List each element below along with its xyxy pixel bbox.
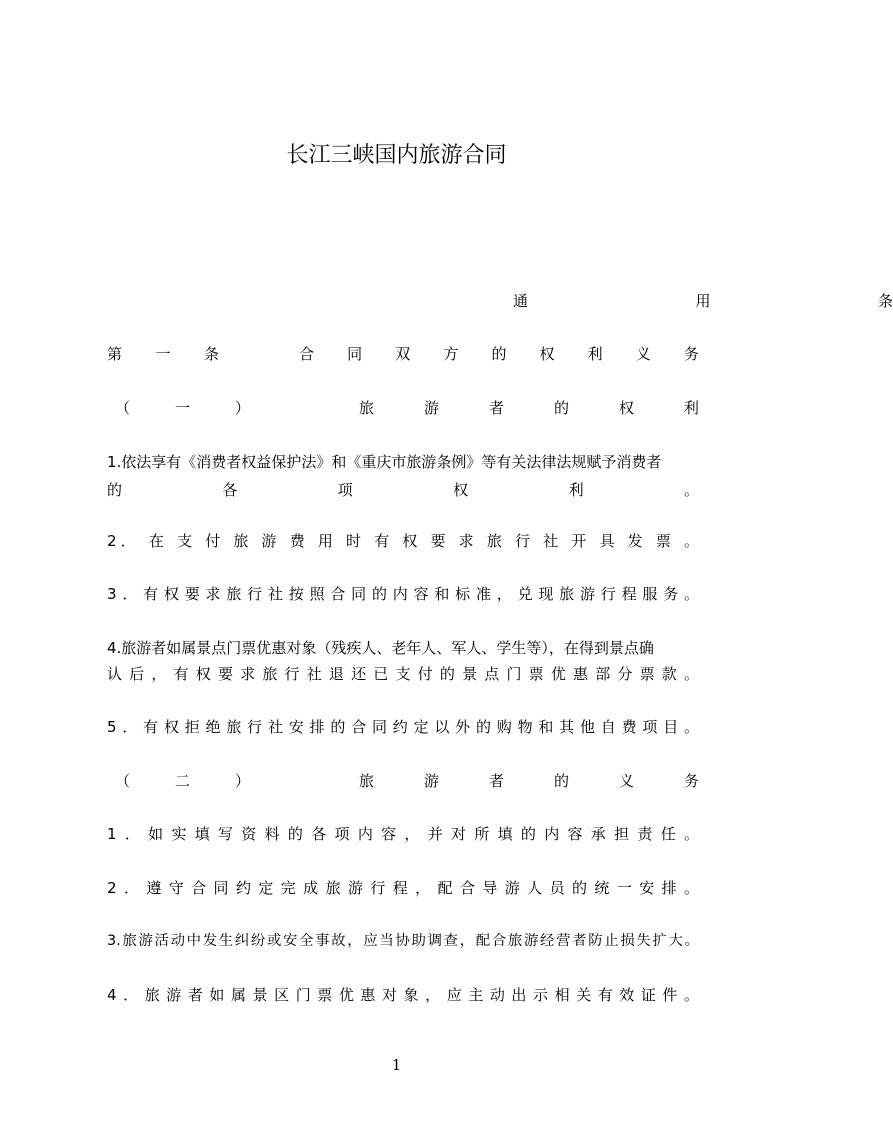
heading-char: 义 (618, 772, 634, 790)
section-heading-char: 条 (877, 292, 893, 310)
heading-char: 者 (488, 772, 504, 790)
heading-char: 第 (107, 345, 123, 363)
page-number: 1 (391, 1056, 402, 1074)
heading-char: 务 (683, 345, 699, 363)
heading-char: （ (115, 772, 131, 790)
duty-item-2: 2．遵守合同约定完成旅游行程，配合导游人员的统一安排。 (107, 879, 699, 897)
part2-heading (107, 769, 699, 793)
heading-char: 条 (203, 345, 219, 363)
heading-char: 旅 (359, 399, 375, 417)
right-item-1-line1: 1.依法享有《消费者权益保护法》和《重庆市旅游条例》等有关法律法规赋予消费者 (107, 453, 662, 471)
heading-char: 游 (423, 772, 439, 790)
heading-char: 游 (423, 399, 439, 417)
heading-char: 利 (587, 345, 603, 363)
text-char: 利 (568, 481, 584, 499)
heading-char: 一 (174, 399, 190, 417)
text-char: 各 (222, 481, 238, 499)
text-char: 。 (683, 481, 699, 499)
heading-char: 的 (553, 772, 569, 790)
heading-char: 者 (488, 399, 504, 417)
text-char: 项 (337, 481, 353, 499)
heading-char: 权 (618, 399, 634, 417)
right-item-4-line1: 4.旅游者如属景点门票优惠对象（残疾人、老年人、军人、学生等），在得到景点确 (107, 639, 654, 657)
heading-char: 的 (553, 399, 569, 417)
section-heading-char: 用 (695, 292, 711, 310)
heading-char: ） (234, 772, 250, 790)
heading-char: 合 (299, 345, 315, 363)
article1-heading (107, 342, 699, 366)
right-item-5: 5．有权拒绝旅行社安排的合同约定以外的购物和其他自费项目。 (107, 718, 699, 736)
duty-item-1: 1．如实填写资料的各项内容，并对所填的内容承担责任。 (107, 825, 699, 843)
heading-char: 务 (683, 772, 699, 790)
heading-char: 利 (683, 399, 699, 417)
heading-char: 方 (443, 345, 459, 363)
part1-heading (107, 396, 699, 420)
duty-item-4: 4．旅游者如属景区门票优惠对象，应主动出示相关有效证件。 (107, 986, 699, 1004)
heading-char: ） (234, 399, 250, 417)
heading-char: 双 (395, 345, 411, 363)
heading-char: 的 (491, 345, 507, 363)
heading-char: 一 (155, 345, 171, 363)
heading-char: 义 (635, 345, 651, 363)
heading-char: 二 (174, 772, 190, 790)
right-item-4-line2: 认后，有权要求旅行社退还已支付的景点门票优惠部分票款。 (107, 665, 699, 683)
heading-char: （ (115, 399, 131, 417)
right-item-1-line2 (107, 478, 699, 502)
right-item-2: 2． 在 支 付 旅 游 费 用 时 有 权 要 求 旅 行 社 开 具 发 票 。 (107, 532, 699, 550)
heading-char: 权 (539, 345, 555, 363)
heading-char: 旅 (359, 772, 375, 790)
text-char: 权 (453, 481, 469, 499)
section-heading (313, 289, 893, 313)
heading-char: 同 (347, 345, 363, 363)
section-heading-char: 通 (513, 292, 529, 310)
right-item-3: 3．有权要求旅行社按照合同的内容和标准，兑现旅游行程服务。 (107, 585, 699, 603)
text-char: 的 (107, 481, 123, 499)
duty-item-3: 3.旅游活动中发生纠纷或安全事故，应当协助调查，配合旅游经营者防止损失扩大。 (107, 933, 699, 949)
document-title: 长江三峡国内旅游合同 (286, 143, 507, 168)
